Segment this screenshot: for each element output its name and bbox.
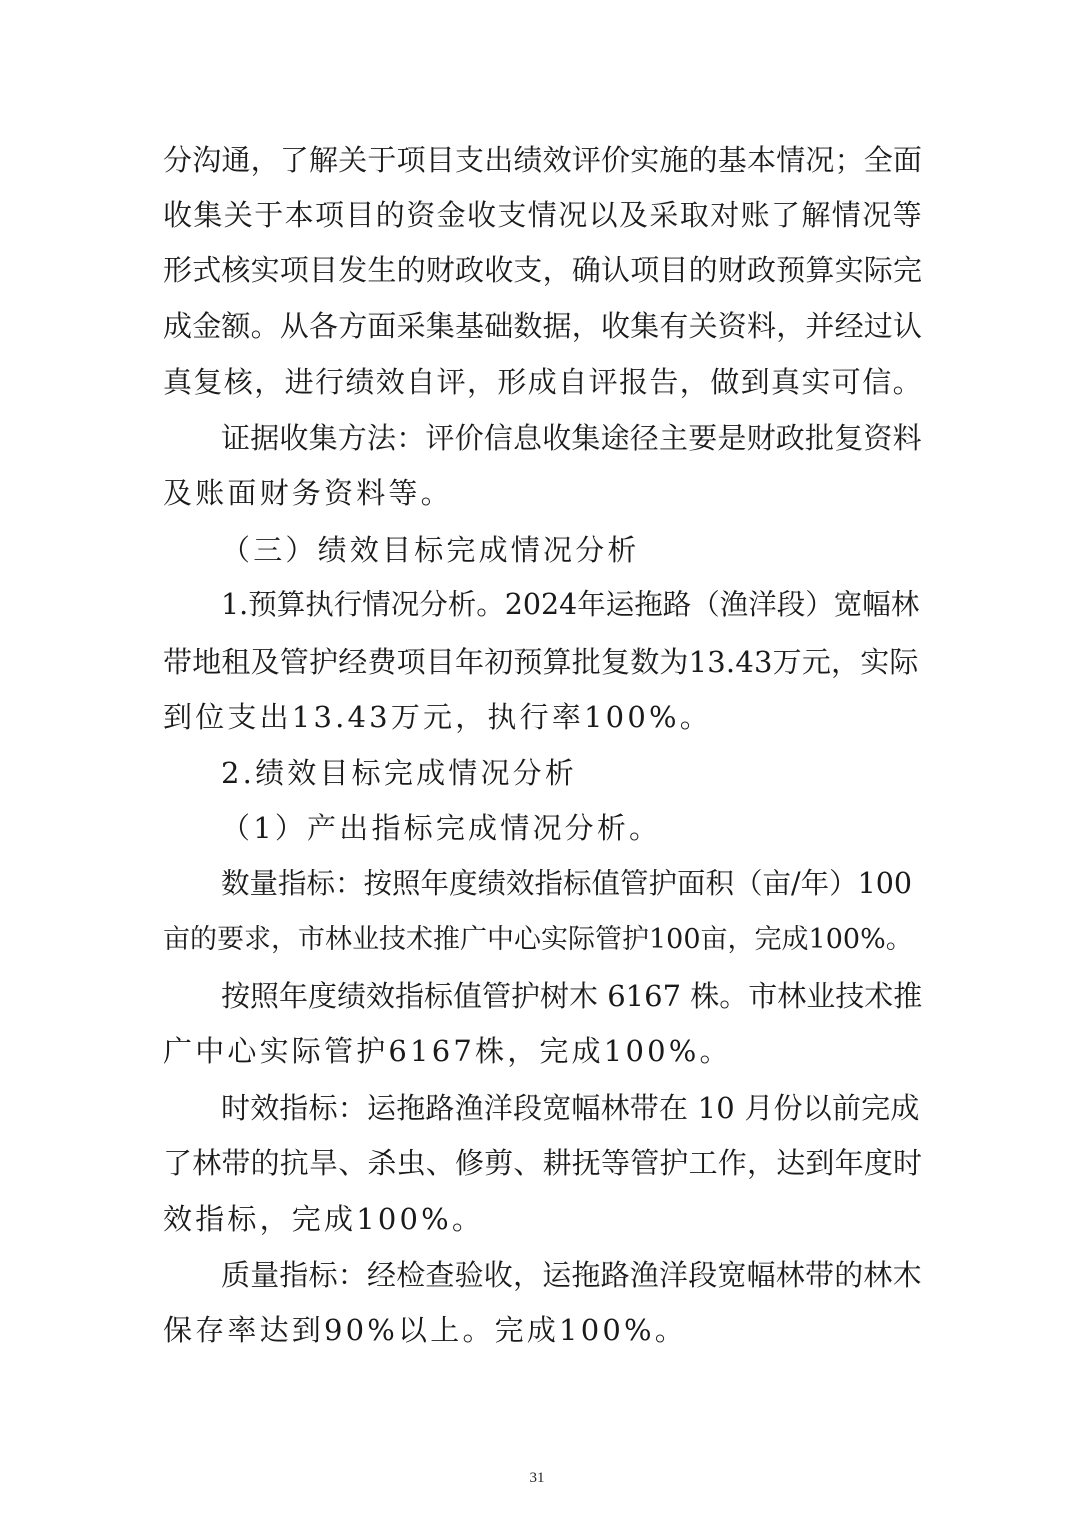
paragraph-start: 按照年度绩效指标值管护树木 6167 株。市林业技术推 bbox=[221, 979, 923, 1013]
body-line: 广中心实际管护6167株，完成100%。 bbox=[163, 1034, 732, 1068]
body-line: 形式核实项目发生的财政收支，确认项目的财政预算实际完 bbox=[163, 253, 923, 287]
body-line: 保存率达到90%以上。完成100%。 bbox=[163, 1313, 687, 1347]
body-line: 成金额。从各方面采集基础数据，收集有关资料，并经过认 bbox=[163, 309, 923, 343]
body-line: 到位支出13.43万元，执行率100%。 bbox=[163, 700, 712, 734]
body-line: 亩的要求，市林业技术推广中心实际管护100亩，完成100%。 bbox=[163, 924, 913, 955]
section-heading: （三）绩效目标完成情况分析 bbox=[221, 533, 640, 567]
body-line: 收集关于本项目的资金收支情况以及采取对账了解情况等 bbox=[163, 198, 924, 232]
paragraph-start: 数量指标：按照年度绩效指标值管护面积（亩/年）100 bbox=[221, 867, 913, 900]
body-line: 及账面财务资料等。 bbox=[163, 476, 453, 510]
body-line: 分沟通，了解关于项目支出绩效评价实施的基本情况；全面 bbox=[163, 143, 923, 177]
body-line: 了林带的抗旱、杀虫、修剪、耕抚等管护工作，达到年度时 bbox=[163, 1146, 923, 1180]
body-line: 带地租及管护经费项目年初预算批复数为13.43万元，实际 bbox=[163, 645, 919, 679]
body-line: 真复核，进行绩效自评，形成自评报告，做到真实可信。 bbox=[163, 365, 924, 399]
paragraph-start: 时效指标：运拖路渔洋段宽幅林带在 10 月份以前完成 bbox=[221, 1091, 920, 1125]
paragraph-start: 1.预算执行情况分析。2024年运拖路（渔洋段）宽幅林 bbox=[221, 588, 920, 621]
page-number: 31 bbox=[529, 1470, 545, 1486]
body-line: 效指标，完成100%。 bbox=[163, 1202, 485, 1236]
paragraph-start: 质量指标：经检查验收，运拖路渔洋段宽幅林带的林木 bbox=[221, 1258, 922, 1292]
subsection-heading: 2.绩效目标完成情况分析 bbox=[221, 756, 578, 790]
subsection-heading: （1）产出指标完成情况分析。 bbox=[221, 811, 662, 845]
paragraph-start: 证据收集方法：评价信息收集途径主要是财政批复资料 bbox=[221, 421, 922, 455]
